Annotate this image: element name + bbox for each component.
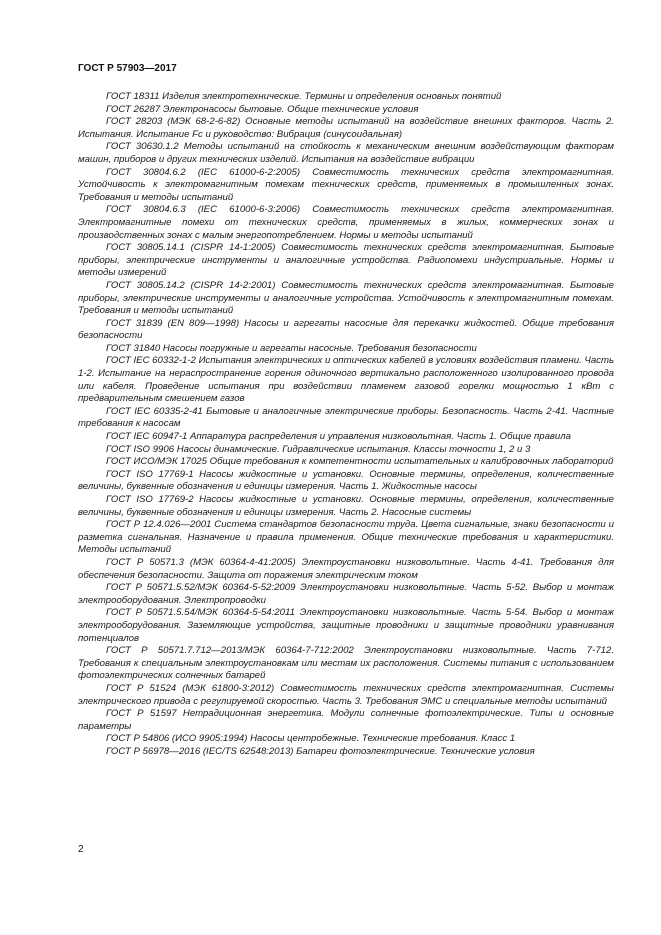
normative-references-list: [78, 91, 614, 758]
reference-item: ГОСТ IEC 60947-1 Аппаратура распределения и управления низковольтная. Часть 1. Общие правила: [106, 431, 572, 443]
reference-item: ГОСТ 30804.6.2 (IEC 61000-6-2:2005) Совместимость технических средств электромагнитная. Устойчивость к электромагнитным помехам технических средств, применяемых в промышленных зонах. Требования и методы испытаний: [78, 166, 614, 203]
reference-item: ГОСТ 31840 Насосы погружные и агрегаты насосные. Требования безопасности: [106, 342, 477, 354]
reference-item: ГОСТ ИСО/МЭК 17025 Общие требования к компетентности испытательных и калибровочных лабораторий: [106, 456, 614, 468]
page-number: 2: [78, 844, 84, 855]
reference-item: ГОСТ 18311 Изделия электротехнические. Термины и определения основных понятий: [106, 91, 502, 102]
reference-item: ГОСТ 31839 (EN 809—1998) Насосы и агрегаты насосные для перекачки жидкостей. Общие требования безопасности: [78, 317, 614, 342]
reference-item: ГОСТ 30804.6.3 (IEC 61000-6-3:2006) Совместимость технических средств электромагнитная. Электромагнитные помехи от технических средств, применяемых в жилых, коммерческих зонах и производственных зонах с малым энергопотреблением. Нормы и методы испытаний: [78, 204, 614, 241]
reference-item: ГОСТ Р 50571.5.52/МЭК 60364-5-52:2009 Электроустановки низковольтные. Часть 5-52. Выбор и монтаж электрооборудования. Электропроводки: [78, 582, 614, 606]
reference-item: ГОСТ ISO 9906 Насосы динамические. Гидравлические испытания. Классы точности 1, 2 и 3: [106, 443, 531, 455]
reference-item: ГОСТ Р 50571.5.54/МЭК 60364-5-54:2011 Электроустановки низковольтные. Часть 5-54. Выбор и монтаж электрооборудования. Заземляющие устройства, защитные проводники и защитные проводники уравнивания потенциалов: [78, 607, 614, 644]
reference-item: ГОСТ 26287 Электронасосы бытовые. Общие технические условия: [106, 103, 419, 115]
reference-item: ГОСТ 30805.14.1 (CISPR 14-1:2005) Совместимость технических средств электромагнитная. Бытовые приборы, электрические инструменты и аналогичные устройства. Радиопомехи индустриальные. Нормы и методы измерений: [78, 242, 614, 279]
document-header-title: ГОСТ Р 57903—2017: [78, 63, 177, 74]
reference-item: ГОСТ Р 51524 (МЭК 61800-3:2012) Совместимость технических средств электромагнитная. Системы электрического привода с регулируемой скоростью. Часть 3. Требования ЭМС и специальные методы испытаний: [78, 682, 614, 707]
reference-item: ГОСТ 30805.14.2 (CISPR 14-2:2001) Совместимость технических средств электромагнитная. Бытовые приборы, электрические инструменты и аналогичные устройства. Устойчивость к электромагнитным помехам. Требования и методы испытаний: [78, 279, 614, 317]
reference-item: ГОСТ Р 50571.3 (МЭК 60364-4-41:2005) Электроустановки низковольтные. Часть 4-41. Требования для обеспечения безопасности. Защита от поражения электрическим током: [78, 556, 614, 581]
reference-item: ГОСТ 30630.1.2 Методы испытаний на стойкость к механическим внешним воздействующим факторам машин, приборов и других технических изделий. Испытания на воздействие вибрации: [78, 141, 614, 165]
reference-item: ГОСТ Р 12.4.026—2001 Система стандартов безопасности труда. Цвета сигнальные, знаки безопасности и разметка сигнальная. Назначение и правила применения. Общие технические требования и характеристики. Методы испытаний: [78, 519, 614, 556]
reference-item: ГОСТ Р 50571.7.712—2013/МЭК 60364-7-712:2002 Электроустановки низковольтные. Часть 7-712. Требования к специальным электроустановкам или местам их расположения. Системы питания с использованием фотоэлектрических солнечных батарей: [78, 645, 614, 682]
reference-item: ГОСТ Р 56978—2016 (IEC/TS 62548:2013) Батареи фотоэлектрические. Технические условия: [106, 745, 535, 757]
reference-item: ГОСТ 28203 (МЭК 68-2-6-82) Основные методы испытаний на воздействие внешних факторов. Часть 2. Испытания. Испытание Fc и руководство: Вибрация (синусоидальная): [78, 116, 614, 140]
reference-item: ГОСТ IEC 60335-2-41 Бытовые и аналогичные электрические приборы. Безопасность. Часть 2-41. Частные требования к насосам: [78, 405, 614, 430]
reference-item: ГОСТ IEC 60332-1-2 Испытания электрических и оптических кабелей в условиях воздействия пламени. Часть 1-2. Испытание на нераспространение горения одиночного вертикально расположенного изолированного провода или кабеля. Проведение испытания при воздействии пламенем газовой горелки мощностью 1 кВт с предварительным смешением газов: [78, 355, 614, 405]
reference-item: ГОСТ Р 54806 (ИСО 9905:1994) Насосы центробежные. Технические требования. Класс 1: [106, 733, 516, 745]
reference-item: ГОСТ ISO 17769-1 Насосы жидкостные и установки. Основные термины, определения, количественные величины, буквенные обозначения и единицы измерения. Часть 1. Жидкостные насосы: [78, 468, 614, 493]
reference-item: ГОСТ Р 51597 Нетрадиционная энергетика. Модули солнечные фотоэлектрические. Типы и основные параметры: [78, 708, 614, 732]
reference-item: ГОСТ ISO 17769-2 Насосы жидкостные и установки. Основные термины, определения, количественные величины, буквенные обозначения и единицы измерения. Часть 2. Насосные системы: [78, 494, 614, 518]
